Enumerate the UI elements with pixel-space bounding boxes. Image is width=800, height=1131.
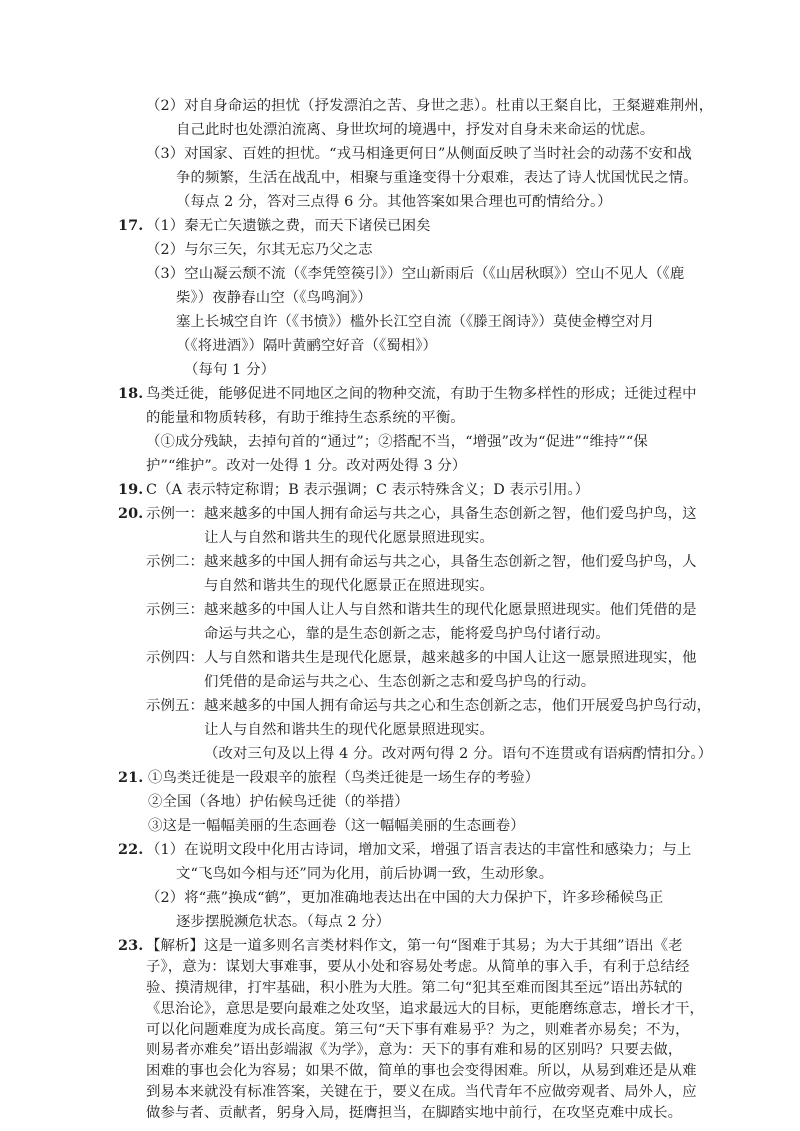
q16-score: （每点 2 分，答对三点得 6 分。其他答案如果合理也可酌情给分。） [176,194,612,210]
q23-line: 困难的事也会化为容易；如果不做，简单的事也会变得困难。所以，从易到难还是从难 [146,1063,697,1080]
q23-line: 【解析】这是一道多则名言类材料作文，第一句“图难于其易；为大于其细”语出《老 [146,938,683,954]
q20-ex4-line1: 示例四：人与自然和谐共生是现代化愿景，越来越多的中国人让这一愿景照进现实，他 [146,650,697,666]
q23-line: 则易者亦难矣”语出彭端淑《为学》，意为：天下的事有难和易的区别吗？只要去做， [146,1042,683,1059]
q17-item2: （2）与尔三矢，尔其无忘乃父之志 [146,242,373,258]
q18-line2: 的能量和物质转移，有助于维持生态系统的平衡。 [146,410,465,426]
q18-line3: （①成分残缺，去掉句首的“通过”；②搭配不当，“增强”改为“促进”“维持”“保 [146,434,648,450]
q20-ex5-line1: 示例五：越来越多的中国人拥有命运与共之心和生态创新之志，他们开展爱鸟护鸟行动， [146,698,712,714]
q16-item3-line1: （3）对国家、百姓的担忧。“戎马相逢更何日”从侧面反映了当时社会的动荡不安和战 [146,146,692,162]
q20-ex2-line1: 示例二：越来越多的中国人拥有命运与共之心，具备生态创新之智，他们爱鸟护鸟，人 [146,554,697,570]
q22-item2-line1: （2）将“燕”换成“鹤”，更加准确地表达出在中国的大力保护下，许多珍稀候鸟正 [146,890,664,906]
q17-item3-line2: 柴》）夜静春山空（《鸟鸣涧》） [176,290,372,306]
q17-item1: （1）秦无亡矢遗镞之费，而天下诸侯已困矣 [146,218,431,234]
q18-line1: 鸟类迁徙，能够促进不同地区之间的物种交流，有助于生物多样性的形成；迁徙过程中 [146,386,697,402]
q20-ex3-line1: 示例三：越来越多的中国人让人与自然和谐共生的现代化愿景照进现实。他们凭借的是 [146,602,697,618]
q16-item2-line1: （2）对自身命运的担忧（抒发漂泊之苦、身世之悲）。杜甫以王粲自比，王粲避难荆州， [146,98,714,114]
q20-number: 20. [118,505,144,522]
q21-item3: ③这是一幅幅美丽的生态画卷（这一幅幅美丽的生态画卷） [148,818,525,834]
q17-score: （每句 1 分） [184,362,276,378]
q22-item2-line2: 逐步摆脱濒危状态。（每点 2 分） [176,914,391,930]
q19-number: 19. [118,481,144,498]
q21-item2: ②全国（各地）护佑候鸟迁徙（的举措） [148,794,409,810]
q23-line: 验、摸清规律，打牢基础，积小胜为大胜。第二句“犯其至难而图其至远”语出苏轼的 [146,979,683,996]
q21-number: 21. [118,769,144,786]
q23-line: 到易本来就没有标准答案，关键在于，要义在成。当代青年不应做旁观者、局外人，应 [146,1084,697,1101]
q20-ex1-line2: 让人与自然和谐共生的现代化愿景照进现实。 [204,530,494,546]
q22-item1-line1: （1）在说明文段中化用古诗词，增加文采，增强了语言表达的丰富性和感染力；与上 [146,842,692,858]
q17-item3-line3: 塞上长城空自许（《书愤》）槛外长江空自流（《滕王阁诗》）莫使金樽空对月 [176,314,655,330]
q23-line: 《思治论》，意思是要向最难之处攻坚，追求最远大的目标，更能磨练意志，增长才干， [146,1000,704,1017]
q20-ex5-line2: 让人与自然和谐共生的现代化愿景照进现实。 [204,722,494,738]
q20-ex2-line2: 与自然和谐共生的现代化愿景正在照进现实。 [204,578,494,594]
q18-line4: 护”“维护”。改对一处得 1 分。改对两处得 3 分） [146,458,467,474]
q22-item1-line2: 文“飞鸟如今相与还”同为化用，前后协调一致，生动形象。 [176,866,554,882]
q20-ex4-line2: 们凭借的是命运与共之心、生态创新之志和爱鸟护鸟的行动。 [204,674,596,690]
q23-line: 可以化问题难度为成长高度。第三句“天下事有难易乎？为之，则难者亦易矣；不为， [146,1021,690,1038]
q20-score: （改对三句及以上得 4 分。改对两句得 2 分。语句不连贯或有语病酌情扣分。） [204,746,713,762]
q17-item3-line1: （3）空山凝云颓不流（《李凭箜篌引》）空山新雨后（《山居秋暝》）空山不见人（《鹿 [146,266,685,282]
q23-number: 23. [118,937,144,954]
q17-number: 17. [118,217,144,234]
q20-ex1-line1: 示例一：越来越多的中国人拥有命运与共之心，具备生态创新之智，他们爱鸟护鸟，这 [146,506,697,522]
q20-ex3-line2: 命运与共之心，靠的是生态创新之志，能将爱鸟护鸟付诸行动。 [204,626,610,642]
q22-number: 22. [118,841,144,858]
q16-item3-line2: 争的频繁，生活在战乱中，相聚与重逢变得十分艰难，表达了诗人忧国忧民之情。 [176,170,698,186]
q18-number: 18. [118,385,144,402]
q23-line: 做参与者、贡献者，躬身入局，挺膺担当，在脚踏实地中前行，在攻坚克难中成长。 [146,1105,683,1121]
q21-item1: ①鸟类迁徙是一段艰辛的旅程（鸟类迁徙是一场生存的考验） [148,770,540,786]
q19-line1: C（A 表示特定称谓；B 表示强调；C 表示特殊含义；D 表示引用。） [146,482,590,498]
q17-item3-line4: （《将进酒》）隔叶黄鹂空好音（《蜀相》） [176,338,438,354]
q23-line: 子》，意为：谋划大事难事，要从小处和容易处考虑。从简单的事入手，有利于总结经 [146,958,690,975]
q16-item2-line2: 自己此时也处漂泊流离、身世坎坷的境遇中，抒发对自身未来命运的忧虑。 [176,122,655,138]
